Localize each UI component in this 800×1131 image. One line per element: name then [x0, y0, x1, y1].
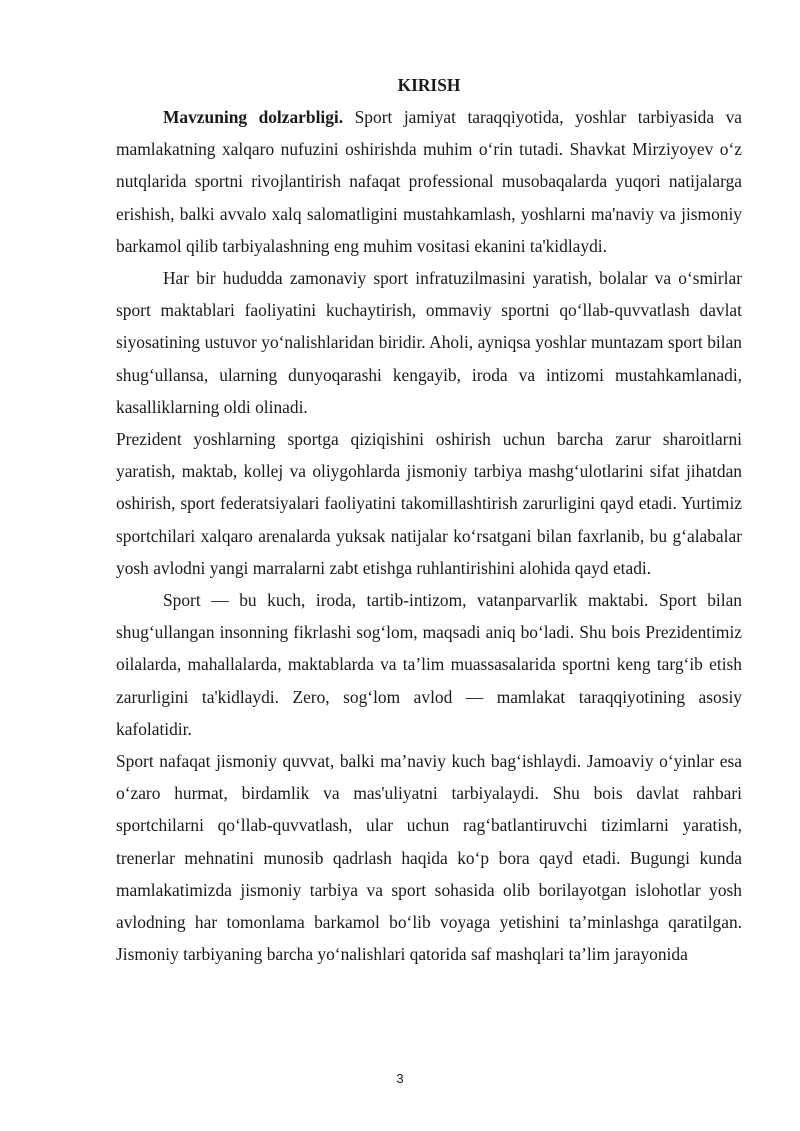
paragraph-3: Prezident yoshlarning sportga qiziqishini oshirish uchun barcha zarur sharoitlarni yaratish, maktab, kollej va oliygohlarda jismoniy tarbiya mashgʻulotlarini sifat jihatdan oshirish, sport federatsiyalari faoliyatini takomillashtirish zarurligini qayd etadi. Yurtimiz sportchilari xalqaro arenalarda yuksak natijalar koʻrsatgani bilan faxrlanib, bu gʻalabalar yosh avlodni yangi marralarni zabt etishga ruhlantirishini alohida qayd etadi.: [116, 429, 742, 578]
paragraph-2: Har bir hududda zamonaviy sport infratuzilmasini yaratish, bolalar va oʻsmirlar sport maktablari faoliyatini kuchaytirish, ommaviy sportni qoʻllab-quvvatlash davlat siyosatining ustuvor yoʻnalishlaridan biridir. Aholi, ayniqsa yoshlar muntazam sport bilan shugʻullansa, ularning dunyoqarashi kengayib, iroda va intizomi mustahkamlanadi, kasalliklarning oldi olinadi.: [116, 268, 742, 417]
paragraph-5: Sport nafaqat jismoniy quvvat, balki ma’naviy kuch bagʻishlaydi. Jamoaviy oʻyinlar esa oʻzaro hurmat, birdamlik va mas'uliyatni tarbiyalaydi. Shu bois davlat rahbari sportchilarni qoʻllab-quvvatlash, ular uchun ragʻbatlantiruvchi tizimlarni yaratish, trenerlar mehnatini munosib qadrlash haqida koʻp bora qayd etadi. Bugungi kunda mamlakatimizda jismoniy tarbiya va sport sohasida olib borilayotgan islohotlar yosh avlodning har tomonlama barkamol boʻlib voyaga yetishini ta’minlashga qaratilgan. Jismoniy tarbiyaning barcha yoʻnalishlari qatorida saf mashqlari ta’lim jarayonida: [116, 751, 742, 965]
page-number: 3: [396, 1071, 404, 1086]
paragraph-4: Sport — bu kuch, iroda, tartib-intizom, vatanparvarlik maktabi. Sport bilan shugʻullangan insonning fikrlashi sogʻlom, maqsadi aniq boʻladi. Shu bois Prezidentimiz oilalarda, mahallalarda, maktablarda va ta’lim muassasalarida sportni keng targʻib etish zarurligini ta'kidlaydi. Zero, sogʻlom avlod — mamlakat taraqqiyotining asosiy kafolatidir.: [116, 590, 742, 739]
paragraph-text: Sport jamiyat taraqqiyotida, yoshlar tarbiyasida va mamlakatning xalqaro nufuzini oshirishda muhim oʻrin tutadi. Shavkat Mirziyoyev oʻz nutqlarida sportni rivojlantirish nafaqat professional musobaqalarda yuqori natijalarga erishish, balki avvalo xalq salomatligini mustahkamlash, yoshlarni ma'naviy va jismoniy barkamol qilib tarbiyalashning eng muhim vositasi ekanini ta'kidlaydi.: [116, 107, 742, 256]
paragraph-1: [116, 101, 742, 262]
document-page: [116, 70, 742, 970]
section-title: KIRISH: [397, 75, 461, 95]
paragraph-lead: Mavzuning dolzarbligi.: [163, 107, 344, 127]
